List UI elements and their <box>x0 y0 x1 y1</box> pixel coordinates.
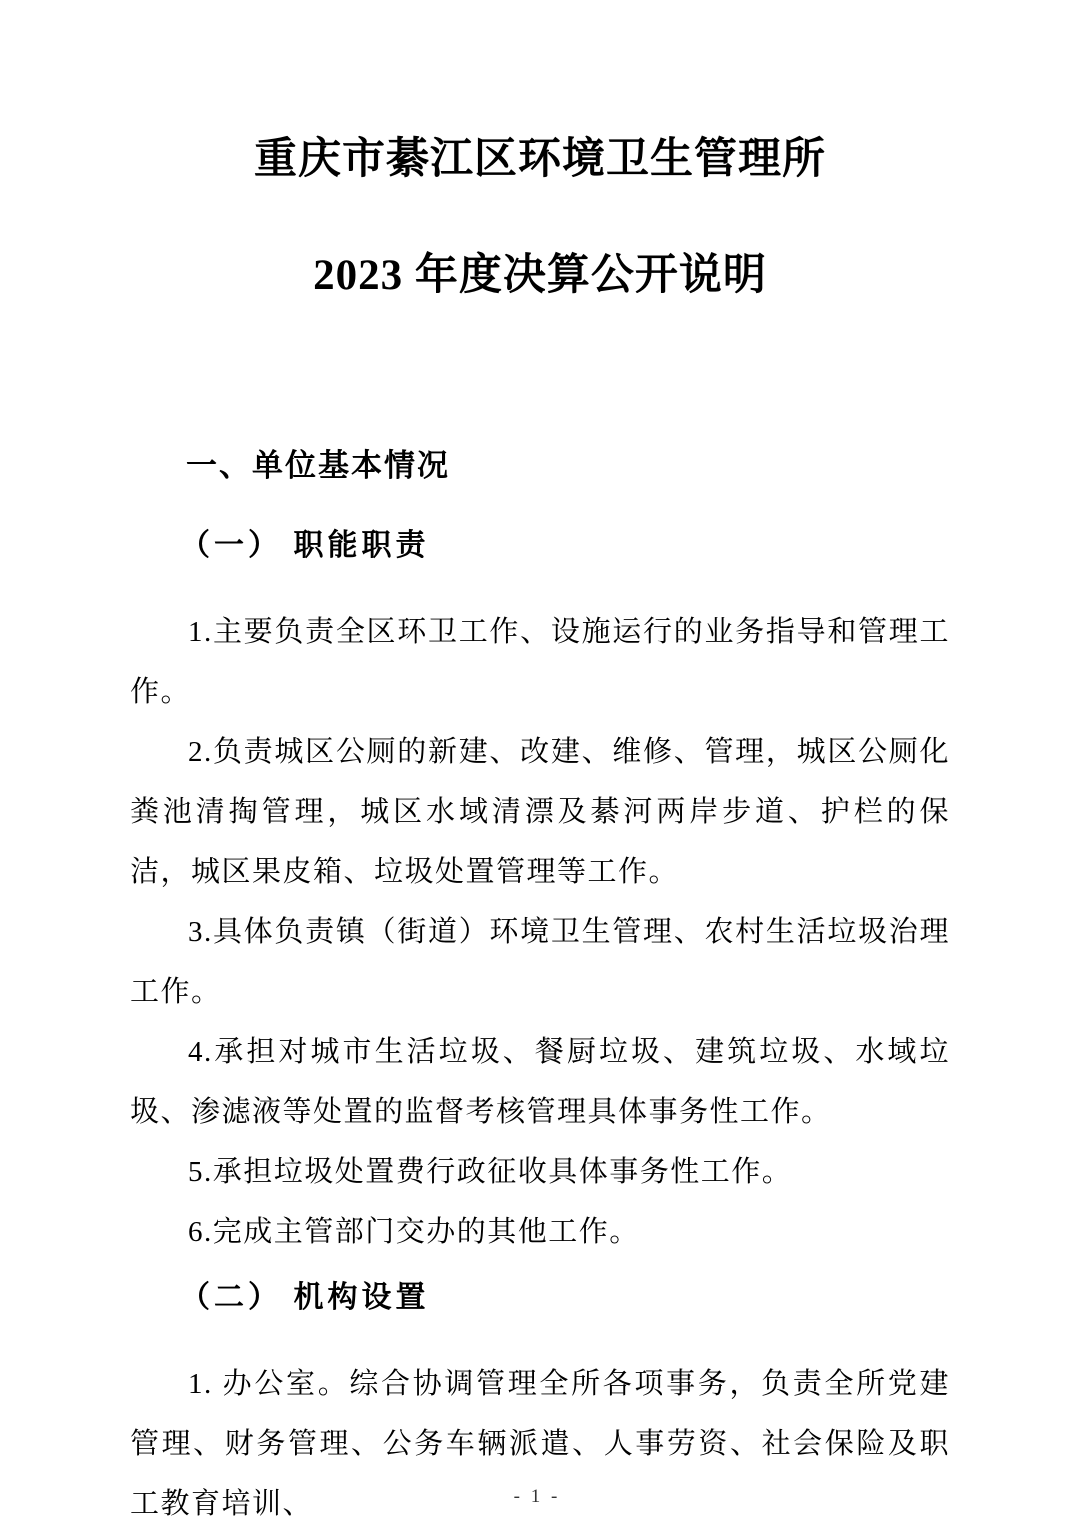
document-title: 重庆市綦江区环境卫生管理所 <box>254 136 826 183</box>
paragraph-duty-2: 2.负责城区公厕的新建、改建、维修、管理，城区公厕化粪池清掏管理，城区水域清漂及綦河两岸步道、护栏的保洁，城区果皮箱、垃圾处置管理等工作。 <box>130 736 950 888</box>
subsection-heading-duties: （一） 职能职责 <box>180 529 430 562</box>
paragraph-duty-3: 3.具体负责镇（街道）环境卫生管理、农村生活垃圾治理工作。 <box>130 916 950 1008</box>
section-heading-basic-info: 一、单位基本情况 <box>186 448 450 483</box>
paragraph-duty-4: 4.承担对城市生活垃圾、餐厨垃圾、建筑垃圾、水域垃圾、渗滤液等处置的监督考核管理具体事务性工作。 <box>130 1036 950 1128</box>
paragraph-duty-5: 5.承担垃圾处置费行政征收具体事务性工作。 <box>188 1156 793 1188</box>
paragraph-duty-6: 6.完成主管部门交办的其他工作。 <box>188 1216 640 1248</box>
subsection-heading-org: （二） 机构设置 <box>180 1281 430 1314</box>
page-number: - 1 - <box>513 1486 561 1507</box>
paragraph-org-1: 1. 办公室。综合协调管理全所各项事务，负责全所党建管理、财务管理、公务车辆派遣、人事劳资、社会保险及职工教育培训、 <box>130 1368 950 1520</box>
duties-paragraph-group <box>130 602 950 1262</box>
document-content <box>0 134 1074 1520</box>
document-subtitle: 2023 年度决算公开说明 <box>313 252 767 299</box>
paragraph-duty-1: 1.主要负责全区环卫工作、设施运行的业务指导和管理工作。 <box>130 616 950 708</box>
